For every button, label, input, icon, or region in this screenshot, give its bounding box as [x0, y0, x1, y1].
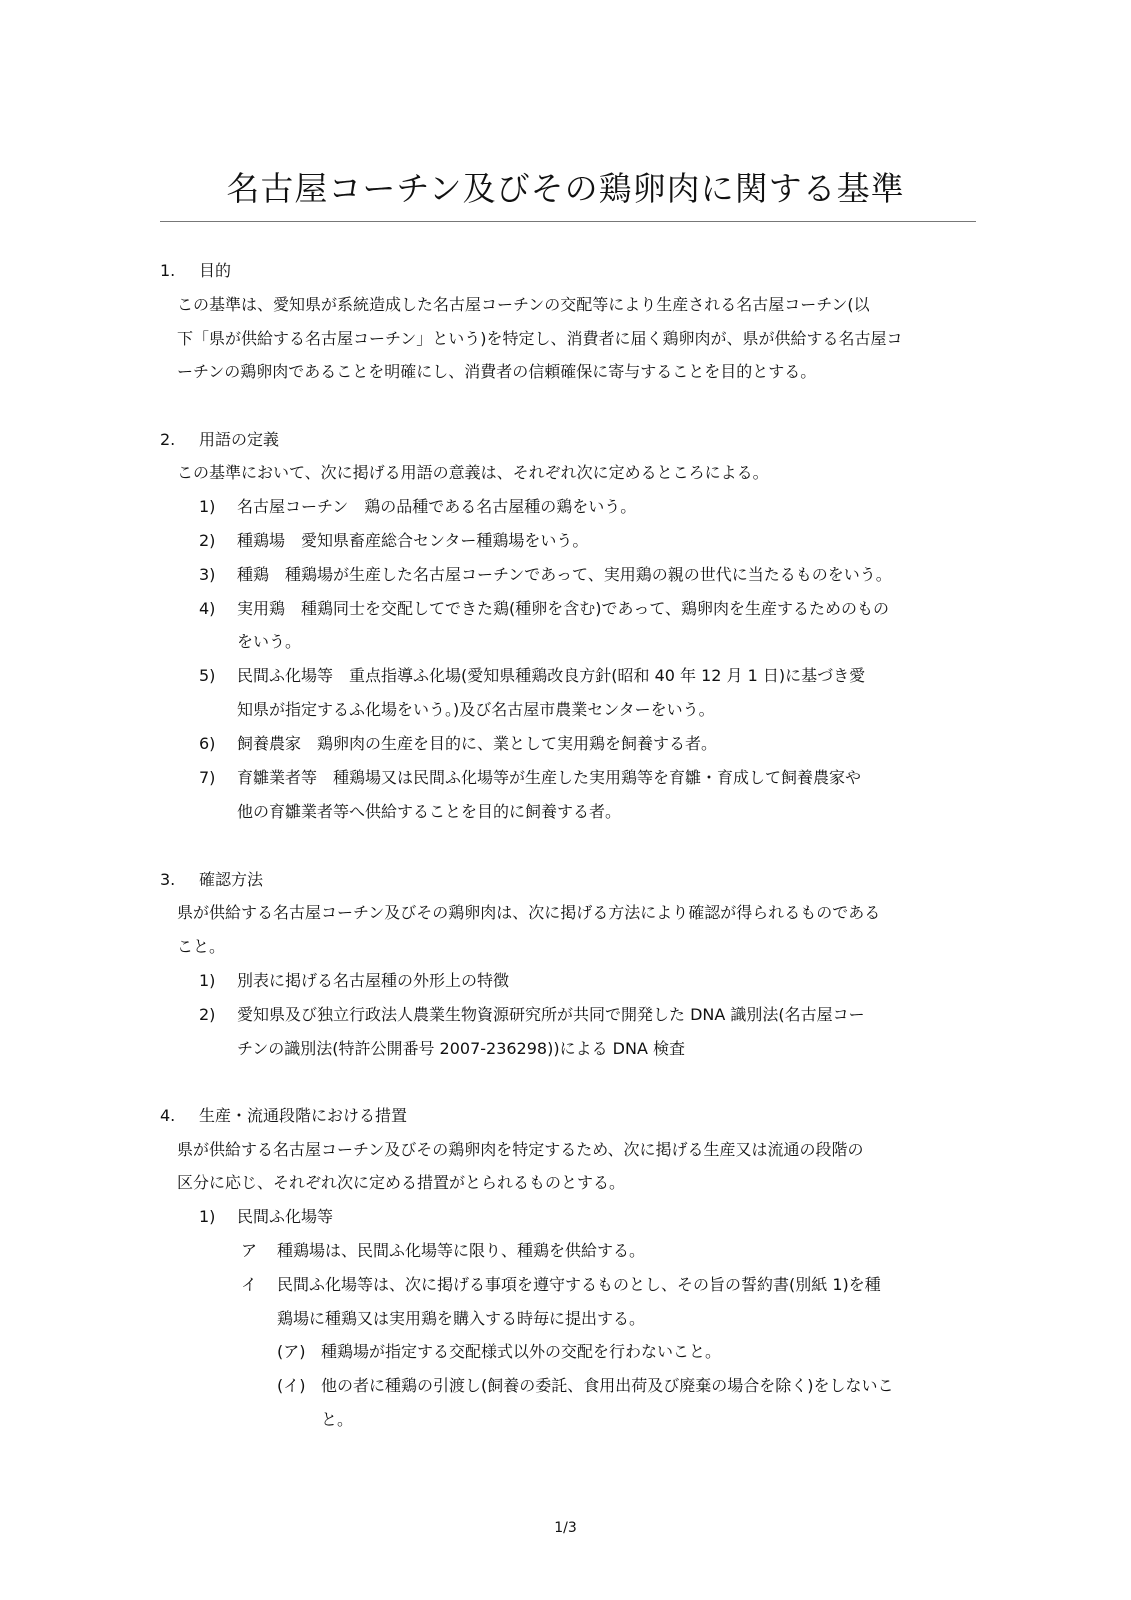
definition-number: 6) [199, 734, 216, 753]
measure-number: 1) [199, 1207, 216, 1226]
definition-item-continued: 他の育雛業者等へ供給することを目的に飼養する者。 [237, 802, 622, 821]
definition-number: 3) [199, 565, 216, 584]
measure-item-continued: 鶏場に種鶏又は実用鶏を購入する時毎に提出する。 [277, 1309, 646, 1328]
section-4-intro-line: 区分に応じ、それぞれ次に定める措置がとられるものとする。 [177, 1173, 626, 1192]
section-3-intro-line: こと。 [177, 937, 226, 956]
section-4-heading: 生産・流通段階における措置 [199, 1106, 408, 1125]
method-item: 別表に掲げる名古屋種の外形上の特徴 [237, 971, 510, 990]
subitem-text-continued: と。 [321, 1410, 354, 1429]
section-2-heading: 用語の定義 [199, 430, 280, 449]
definition-number: 7) [199, 768, 216, 787]
section-4-intro-line: 県が供給する名古屋コーチン及びその鶏卵肉を特定するため、次に掲げる生産又は流通の段階の [177, 1140, 864, 1159]
subitem-text: 他の者に種鶏の引渡し(飼養の委託、食用出荷及び廃棄の場合を除く)をしないこ [321, 1376, 894, 1395]
title-underline [160, 221, 976, 222]
definition-item: 名古屋コーチン 鶏の品種である名古屋種の鶏をいう。 [237, 497, 637, 516]
section-1-text-line: ーチンの鶏卵肉であることを明確にし、消費者の信頼確保に寄与することを目的とする。 [177, 362, 817, 381]
method-number: 2) [199, 1005, 216, 1024]
definition-number: 2) [199, 531, 216, 550]
measure-item: 種鶏場は、民間ふ化場等に限り、種鶏を供給する。 [277, 1241, 646, 1260]
definition-item: 種鶏場 愛知県畜産総合センター種鶏場をいう。 [237, 531, 589, 550]
section-2-number: 2. [160, 430, 176, 449]
section-1-text-line: この基準は、愛知県が系統造成した名古屋コーチンの交配等により生産される名古屋コーチン(以 [177, 295, 870, 314]
definition-item: 飼養農家 鶏卵肉の生産を目的に、業として実用鶏を飼養する者。 [237, 734, 718, 753]
measure-item: 民間ふ化場等は、次に掲げる事項を遵守するものとし、その旨の誓約書(別紙 1)を種 [277, 1275, 881, 1294]
section-1-text-line: 下「県が供給する名古屋コーチン」という)を特定し、消費者に届く鶏卵肉が、県が供給する名古屋コ [177, 329, 903, 348]
subitem-mark: (イ) [277, 1376, 306, 1395]
method-item: 愛知県及び独立行政法人農業生物資源研究所が共同で開発した DNA 識別法(名古屋コー [237, 1005, 865, 1024]
section-4-number: 4. [160, 1106, 176, 1125]
method-item-continued: チンの識別法(特許公開番号 2007-236298))による DNA 検査 [237, 1039, 685, 1058]
definition-item-continued: をいう。 [237, 632, 302, 651]
section-3-intro-line: 県が供給する名古屋コーチン及びその鶏卵肉は、次に掲げる方法により確認が得られるものである [177, 903, 881, 922]
measure-mark-i: イ [241, 1275, 258, 1294]
definition-item: 種鶏 種鶏場が生産した名古屋コーチンであって、実用鶏の親の世代に当たるものをいう。 [237, 565, 892, 584]
definition-item: 実用鶏 種鶏同士を交配してできた鶏(種卵を含む)であって、鶏卵肉を生産するためのもの [237, 599, 890, 618]
definition-number: 1) [199, 497, 216, 516]
definition-item: 民間ふ化場等 重点指導ふ化場(愛知県種鶏改良方針(昭和 40 年 12 月 1 日)に基づき愛 [237, 666, 866, 685]
definition-item-continued: 知県が指定するふ化場をいう。)及び名古屋市農業センターをいう。 [237, 700, 715, 719]
section-2-intro: この基準において、次に掲げる用語の意義は、それぞれ次に定めるところによる。 [177, 463, 769, 482]
measure-label: 民間ふ化場等 [237, 1207, 334, 1226]
subitem-text: 種鶏場が指定する交配様式以外の交配を行わないこと。 [321, 1342, 722, 1361]
method-number: 1) [199, 971, 216, 990]
page-number: 1/3 [554, 1520, 577, 1536]
definition-number: 5) [199, 666, 216, 685]
section-1-heading: 目的 [199, 261, 232, 280]
measure-mark-a: ア [241, 1241, 258, 1260]
definition-item: 育雛業者等 種鶏場又は民間ふ化場等が生産した実用鶏等を育雛・育成して飼養農家や [237, 768, 862, 787]
definition-number: 4) [199, 599, 216, 618]
section-3-heading: 確認方法 [199, 870, 264, 889]
section-1-number: 1. [160, 261, 176, 280]
subitem-mark: (ア) [277, 1342, 306, 1361]
section-3-number: 3. [160, 870, 176, 889]
document-title: 名古屋コーチン及びその鶏卵肉に関する基準 [226, 169, 905, 208]
